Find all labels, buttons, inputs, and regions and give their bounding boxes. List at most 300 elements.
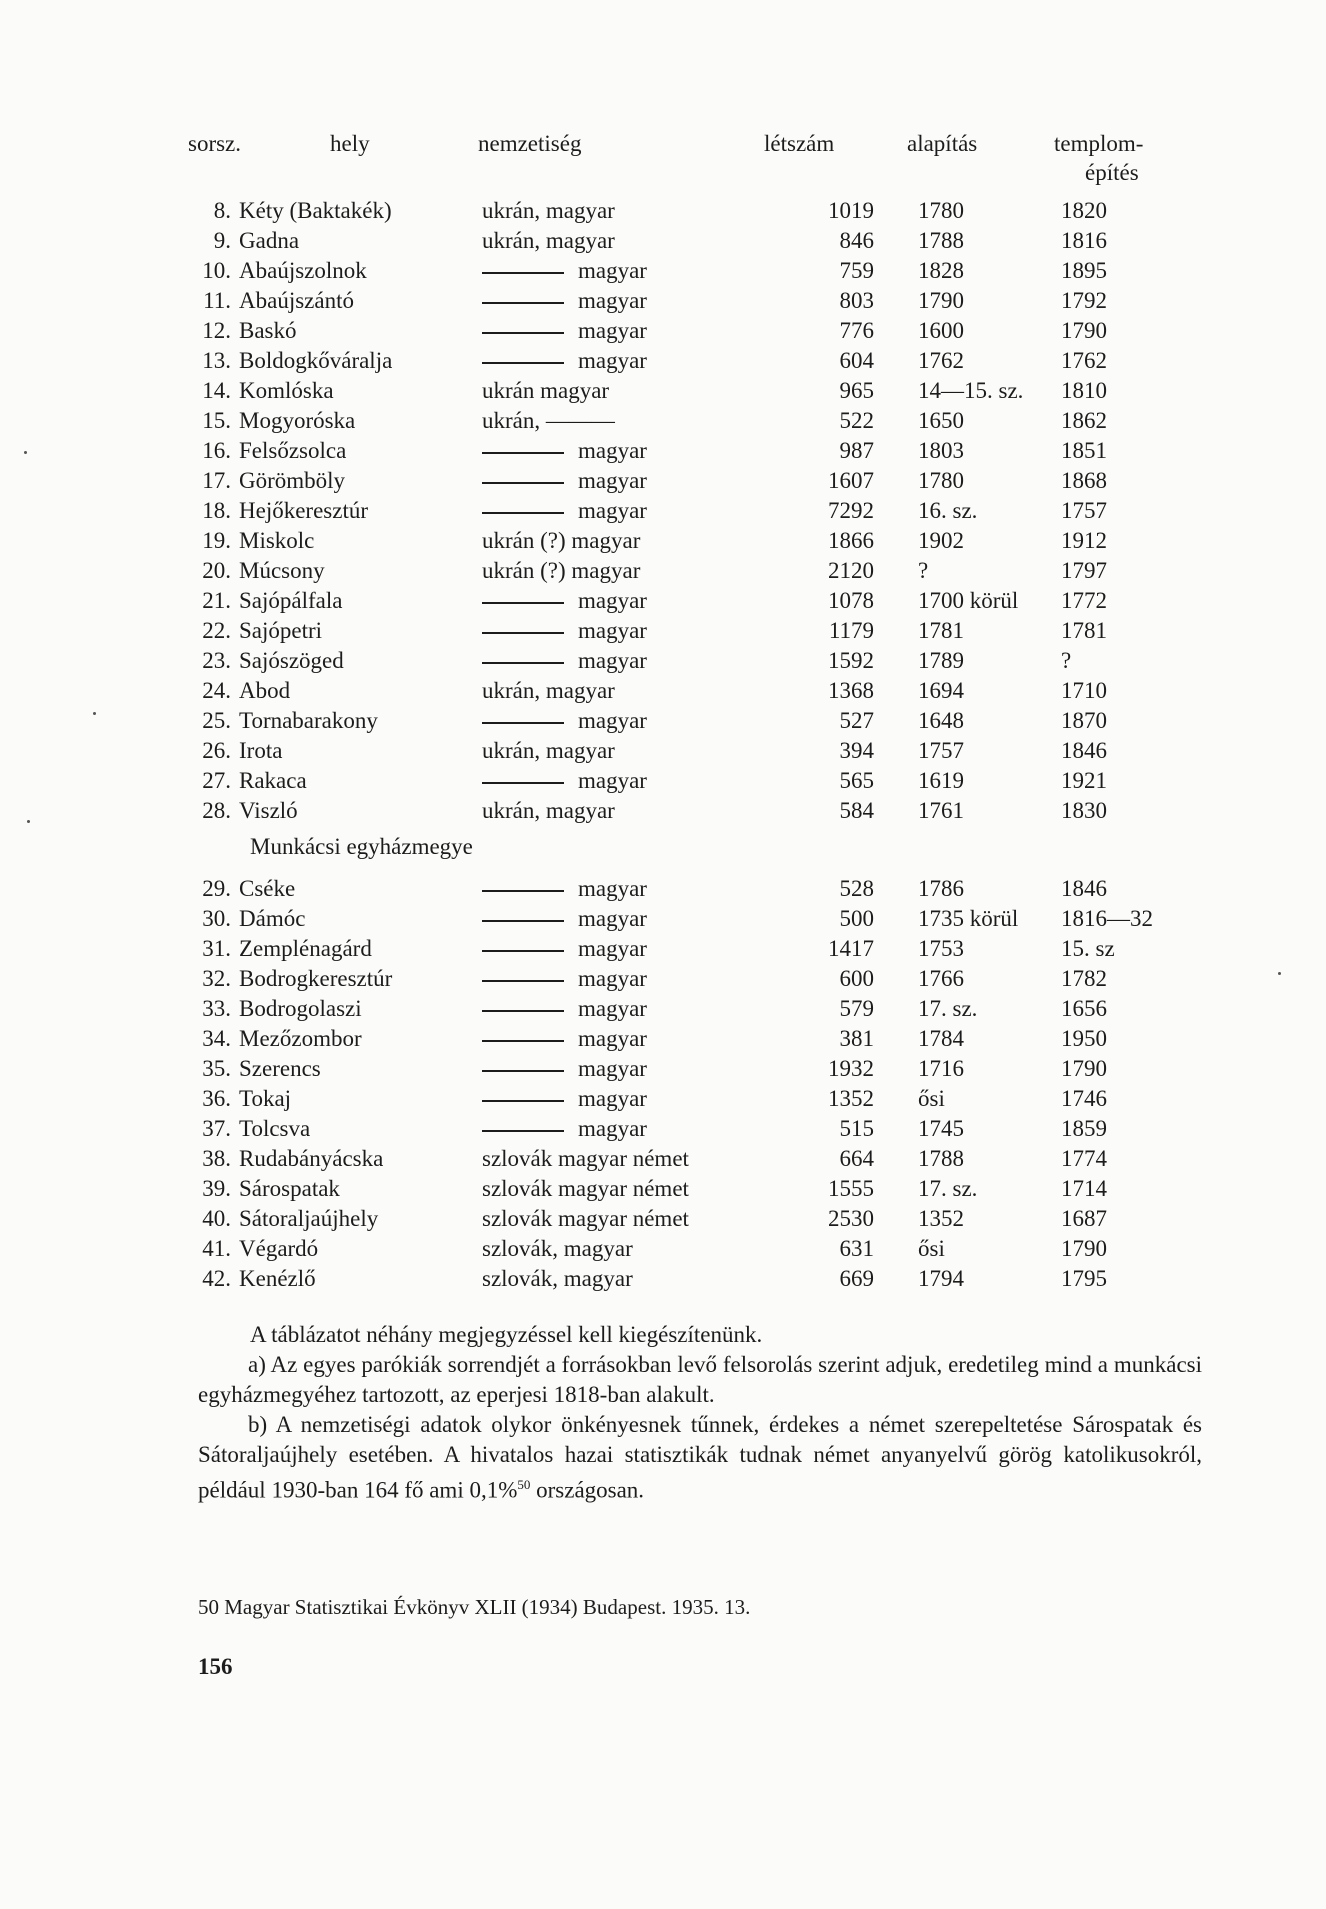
- table-row: [0, 994, 1326, 1024]
- table-row: [0, 1204, 1326, 1234]
- table-row: [0, 706, 1326, 736]
- row-number: 22.: [202, 618, 231, 643]
- place-name: Múcsony: [239, 558, 325, 583]
- member-count: 1179: [828, 618, 874, 643]
- header-letszam: létszám: [764, 131, 835, 156]
- table-row: [0, 346, 1326, 376]
- row-number: 12.: [202, 318, 231, 343]
- row-number: 16.: [202, 438, 231, 463]
- founded-year: ősi: [918, 1086, 945, 1111]
- nationality-text: szlovák magyar német: [482, 1146, 689, 1171]
- member-count: 1368: [828, 678, 874, 703]
- nationality-text: szlovák, magyar: [482, 1266, 633, 1291]
- nationality-text: magyar: [578, 876, 647, 901]
- table-row: [0, 466, 1326, 496]
- row-number: 33.: [202, 996, 231, 1021]
- member-count: 1607: [828, 468, 874, 493]
- dash-mark: [482, 1040, 564, 1042]
- place-name: Abaújszolnok: [239, 258, 367, 283]
- row-number: 20.: [202, 558, 231, 583]
- row-number: 29.: [202, 876, 231, 901]
- founded-year: 1902: [918, 528, 964, 553]
- nationality-cell: [482, 616, 647, 646]
- church-built-year: 1862: [1061, 408, 1107, 433]
- row-number: 23.: [202, 648, 231, 673]
- church-built-year: 1816—32: [1061, 906, 1153, 931]
- place-name: Szerencs: [239, 1056, 321, 1081]
- church-built-year: 1710: [1061, 678, 1107, 703]
- table-row: [0, 934, 1326, 964]
- church-built-year: 1816: [1061, 228, 1107, 253]
- row-number: 26.: [202, 738, 231, 763]
- church-built-year: 1895: [1061, 258, 1107, 283]
- dash-mark: [482, 950, 564, 952]
- dash-mark: [482, 632, 564, 634]
- dash-mark: [482, 602, 564, 604]
- place-name: Hejőkeresztúr: [239, 498, 368, 523]
- row-number: 34.: [202, 1026, 231, 1051]
- place-name: Felsőzsolca: [239, 438, 347, 463]
- member-count: 500: [839, 906, 874, 931]
- dash-mark: [482, 1010, 564, 1012]
- member-count: 7292: [828, 498, 874, 523]
- member-count: 1555: [828, 1176, 874, 1201]
- nationality-text: magyar: [578, 318, 647, 343]
- nationality-cell: [482, 286, 647, 316]
- member-count: 965: [839, 378, 874, 403]
- church-built-year: 1792: [1061, 288, 1107, 313]
- dash-mark: [482, 782, 564, 784]
- dash-mark: [482, 722, 564, 724]
- dash-mark: [482, 890, 564, 892]
- founded-year: 1735 körül: [918, 906, 1019, 931]
- row-number: 36.: [202, 1086, 231, 1111]
- table-row: [0, 1174, 1326, 1204]
- church-built-year: 1870: [1061, 708, 1107, 733]
- nationality-cell: [482, 436, 647, 466]
- member-count: 1417: [828, 936, 874, 961]
- row-number: 32.: [202, 966, 231, 991]
- table-row: [0, 676, 1326, 706]
- founded-year: 1650: [918, 408, 964, 433]
- row-number: 14.: [202, 378, 231, 403]
- church-built-year: 1772: [1061, 588, 1107, 613]
- church-built-year: 1950: [1061, 1026, 1107, 1051]
- section-title: Munkácsi egyházmegye: [250, 834, 473, 859]
- table-row: [0, 1264, 1326, 1294]
- table-row: [0, 496, 1326, 526]
- table-row: [0, 796, 1326, 826]
- church-built-year: 1830: [1061, 798, 1107, 823]
- row-number: 35.: [202, 1056, 231, 1081]
- table-row: [0, 226, 1326, 256]
- row-number: 10.: [202, 258, 231, 283]
- nationality-cell: [482, 874, 647, 904]
- dash-mark: [482, 1130, 564, 1132]
- place-name: Dámóc: [239, 906, 306, 931]
- header-templom: templom-: [1054, 131, 1144, 156]
- place-name: Rudabányácska: [239, 1146, 384, 1171]
- founded-year: 14—15. sz.: [918, 378, 1024, 403]
- church-built-year: 1687: [1061, 1206, 1107, 1231]
- nationality-text: ukrán, magyar: [482, 738, 615, 763]
- row-number: 18.: [202, 498, 231, 523]
- place-name: Zemplénagárd: [239, 936, 372, 961]
- place-name: Baskó: [239, 318, 297, 343]
- nationality-text: magyar: [578, 648, 647, 673]
- place-name: Kéty (Baktakék): [239, 198, 392, 223]
- place-name: Rakaca: [239, 768, 307, 793]
- founded-year: 1648: [918, 708, 964, 733]
- nationality-cell: [482, 1264, 633, 1294]
- table-row: [0, 874, 1326, 904]
- dash-mark: [482, 302, 564, 304]
- member-count: 1866: [828, 528, 874, 553]
- nationality-text: szlovák, magyar: [482, 1236, 633, 1261]
- church-built-year: 1757: [1061, 498, 1107, 523]
- nationality-text: magyar: [578, 966, 647, 991]
- founded-year: 1757: [918, 738, 964, 763]
- member-count: 846: [839, 228, 874, 253]
- church-built-year: 15. sz: [1061, 936, 1115, 961]
- church-built-year: 1868: [1061, 468, 1107, 493]
- nationality-cell: [482, 1054, 647, 1084]
- member-count: 1078: [828, 588, 874, 613]
- member-count: 600: [839, 966, 874, 991]
- church-built-year: 1797: [1061, 558, 1107, 583]
- founded-year: 1753: [918, 936, 964, 961]
- founded-year: 1745: [918, 1116, 964, 1141]
- nationality-cell: [482, 526, 640, 556]
- church-built-year: 1790: [1061, 1056, 1107, 1081]
- founded-year: 1700 körül: [918, 588, 1019, 613]
- place-name: Végardó: [239, 1236, 319, 1261]
- nationality-cell: [482, 406, 615, 436]
- member-count: 631: [839, 1236, 874, 1261]
- nationality-cell: [482, 556, 640, 586]
- note-b: [198, 1410, 1202, 1506]
- founded-year: 1716: [918, 1056, 964, 1081]
- place-name: Sajószöged: [239, 648, 344, 673]
- nationality-cell: [482, 226, 615, 256]
- table-row: [0, 406, 1326, 436]
- nationality-cell: [482, 994, 647, 1024]
- row-number: 15.: [202, 408, 231, 433]
- row-number: 11.: [203, 288, 231, 313]
- nationality-cell: [482, 1234, 633, 1264]
- table-row: [0, 436, 1326, 466]
- dash-mark: [482, 662, 564, 664]
- row-number: 30.: [202, 906, 231, 931]
- place-name: Cséke: [239, 876, 296, 901]
- table-row: [0, 736, 1326, 766]
- paper-speck: [1278, 972, 1281, 975]
- table-row: [0, 1114, 1326, 1144]
- church-built-year: 1774: [1061, 1146, 1107, 1171]
- page-number: 156: [198, 1654, 233, 1679]
- nationality-cell: [482, 466, 647, 496]
- member-count: 776: [839, 318, 874, 343]
- member-count: 669: [839, 1266, 874, 1291]
- church-built-year: 1912: [1061, 528, 1107, 553]
- member-count: 803: [839, 288, 874, 313]
- row-number: 24.: [202, 678, 231, 703]
- nationality-cell: [482, 934, 647, 964]
- founded-year: 1600: [918, 318, 964, 343]
- church-built-year: 1859: [1061, 1116, 1107, 1141]
- table-row: [0, 964, 1326, 994]
- founded-year: 1786: [918, 876, 964, 901]
- nationality-text: magyar: [578, 768, 647, 793]
- nationality-cell: [482, 376, 609, 406]
- church-built-year: ?: [1061, 648, 1072, 673]
- table-row: [0, 286, 1326, 316]
- header-nemzetiseg: nemzetiség: [478, 131, 582, 156]
- church-built-year: 1656: [1061, 996, 1107, 1021]
- nationality-text: szlovák magyar német: [482, 1206, 689, 1231]
- place-name: Sajópetri: [239, 618, 323, 643]
- place-name: Miskolc: [239, 528, 315, 553]
- nationality-text: magyar: [578, 498, 647, 523]
- table-row: [0, 1234, 1326, 1264]
- row-number: 9.: [213, 228, 231, 253]
- table-row: [0, 1084, 1326, 1114]
- nationality-text: magyar: [578, 348, 647, 373]
- church-built-year: 1762: [1061, 348, 1107, 373]
- dash-mark: [482, 920, 564, 922]
- table-row: [0, 904, 1326, 934]
- nationality-text: magyar: [578, 936, 647, 961]
- table-row: [0, 646, 1326, 676]
- founded-year: 1828: [918, 258, 964, 283]
- church-built-year: 1810: [1061, 378, 1107, 403]
- nationality-text: ukrán, magyar: [482, 798, 615, 823]
- nationality-text: magyar: [578, 1116, 647, 1141]
- nationality-cell: [482, 904, 647, 934]
- place-name: Sátoraljaújhely: [239, 1206, 379, 1231]
- table-row: [0, 196, 1326, 226]
- member-count: 2120: [828, 558, 874, 583]
- church-built-year: 1846: [1061, 876, 1107, 901]
- row-number: 19.: [202, 528, 231, 553]
- nationality-cell: [482, 586, 647, 616]
- founded-year: 1781: [918, 618, 964, 643]
- row-number: 27.: [202, 768, 231, 793]
- founded-year: 1761: [918, 798, 964, 823]
- nationality-text: magyar: [578, 618, 647, 643]
- founded-year: 1789: [918, 648, 964, 673]
- nationality-text: ukrán, magyar: [482, 678, 615, 703]
- note-b-text: b) A nemzetiségi adatok olykor önkényesnek tűnnek, érdekes a német szerepeltetése Sárospatak és Sátoraljaújhely esetében. A hivatalos hazai statisztikák tudnak német anyanyelvű görög katolikusokról, például 1930-ban 164 fő ami 0,1%: [198, 1412, 1202, 1503]
- church-built-year: 1820: [1061, 198, 1107, 223]
- place-name: Kenézlő: [239, 1266, 316, 1291]
- church-built-year: 1851: [1061, 438, 1107, 463]
- founded-year: 1619: [918, 768, 964, 793]
- member-count: 2530: [828, 1206, 874, 1231]
- row-number: 41.: [202, 1236, 231, 1261]
- member-count: 394: [839, 738, 874, 763]
- founded-year: 1788: [918, 1146, 964, 1171]
- founded-year: 17. sz.: [918, 996, 978, 1021]
- member-count: 759: [839, 258, 874, 283]
- row-number: 8.: [213, 198, 231, 223]
- notes-intro: A táblázatot néhány megjegyzéssel kell kiegészítenünk.: [250, 1322, 763, 1347]
- table-row: [0, 1054, 1326, 1084]
- table-row: [0, 316, 1326, 346]
- member-count: 528: [839, 876, 874, 901]
- founded-year: 1784: [918, 1026, 964, 1051]
- paper-speck: [24, 451, 27, 454]
- nationality-cell: [482, 796, 615, 826]
- place-name: Sajópálfala: [239, 588, 343, 613]
- nationality-text: magyar: [578, 258, 647, 283]
- row-number: 37.: [202, 1116, 231, 1141]
- nationality-text: magyar: [578, 438, 647, 463]
- nationality-cell: [482, 346, 647, 376]
- nationality-cell: [482, 1174, 689, 1204]
- nationality-cell: [482, 736, 615, 766]
- church-built-year: 1781: [1061, 618, 1107, 643]
- nationality-cell: [482, 646, 647, 676]
- member-count: 584: [839, 798, 874, 823]
- row-number: 21.: [202, 588, 231, 613]
- nationality-text: ukrán, magyar: [482, 228, 615, 253]
- place-name: Mogyoróska: [239, 408, 356, 433]
- row-number: 39.: [202, 1176, 231, 1201]
- church-built-year: 1746: [1061, 1086, 1107, 1111]
- nationality-text: magyar: [578, 588, 647, 613]
- founded-year: 16. sz.: [918, 498, 978, 523]
- nationality-cell: [482, 1204, 689, 1234]
- table-row: [0, 256, 1326, 286]
- member-count: 527: [839, 708, 874, 733]
- nationality-cell: [482, 316, 647, 346]
- church-built-year: 1790: [1061, 318, 1107, 343]
- place-name: Komlóska: [239, 378, 334, 403]
- nationality-text: ukrán, ———: [482, 408, 615, 433]
- nationality-text: magyar: [578, 996, 647, 1021]
- member-count: 522: [839, 408, 874, 433]
- place-name: Bodrogkeresztúr: [239, 966, 393, 991]
- nationality-text: magyar: [578, 468, 647, 493]
- nationality-text: magyar: [578, 1086, 647, 1111]
- nationality-cell: [482, 1144, 689, 1174]
- nationality-text: magyar: [578, 906, 647, 931]
- nationality-cell: [482, 676, 615, 706]
- founded-year: 1762: [918, 348, 964, 373]
- row-number: 17.: [202, 468, 231, 493]
- row-number: 25.: [202, 708, 231, 733]
- member-count: 565: [839, 768, 874, 793]
- church-built-year: 1795: [1061, 1266, 1107, 1291]
- dash-mark: [482, 1100, 564, 1102]
- nationality-cell: [482, 256, 647, 286]
- table-row: [0, 766, 1326, 796]
- church-built-year: 1790: [1061, 1236, 1107, 1261]
- founded-year: 1780: [918, 198, 964, 223]
- table-row: [0, 586, 1326, 616]
- founded-year: 17. sz.: [918, 1176, 978, 1201]
- table-row: [0, 1024, 1326, 1054]
- member-count: 515: [839, 1116, 874, 1141]
- place-name: Viszló: [239, 798, 298, 823]
- dash-mark: [482, 332, 564, 334]
- header-hely: hely: [330, 131, 370, 156]
- church-built-year: 1921: [1061, 768, 1107, 793]
- table-row: [0, 376, 1326, 406]
- founded-year: 1766: [918, 966, 964, 991]
- member-count: 381: [839, 1026, 874, 1051]
- dash-mark: [482, 482, 564, 484]
- footnote-ref: 50: [517, 1477, 531, 1492]
- dash-mark: [482, 512, 564, 514]
- table-row: [0, 1144, 1326, 1174]
- place-name: Boldogkőváralja: [239, 348, 393, 373]
- row-number: 38.: [202, 1146, 231, 1171]
- founded-year: 1790: [918, 288, 964, 313]
- founded-year: 1352: [918, 1206, 964, 1231]
- nationality-text: magyar: [578, 288, 647, 313]
- table-row: [0, 556, 1326, 586]
- nationality-text: szlovák magyar német: [482, 1176, 689, 1201]
- table-row: [0, 616, 1326, 646]
- dash-mark: [482, 980, 564, 982]
- founded-year: 1794: [918, 1266, 964, 1291]
- member-count: 579: [839, 996, 874, 1021]
- place-name: Bodrogolaszi: [239, 996, 362, 1021]
- member-count: 1019: [828, 198, 874, 223]
- place-name: Tornabarakony: [239, 708, 378, 733]
- place-name: Mezőzombor: [239, 1026, 362, 1051]
- place-name: Gadna: [239, 228, 300, 253]
- nationality-text: ukrán (?) magyar: [482, 528, 641, 553]
- row-number: 31.: [202, 936, 231, 961]
- nationality-cell: [482, 766, 647, 796]
- paper-speck: [93, 712, 96, 715]
- nationality-text: ukrán magyar: [482, 378, 610, 403]
- table-row: [0, 526, 1326, 556]
- founded-year: ?: [918, 558, 929, 583]
- member-count: 1932: [828, 1056, 874, 1081]
- founded-year: 1803: [918, 438, 964, 463]
- note-b-end: országosan.: [530, 1477, 645, 1503]
- member-count: 1352: [828, 1086, 874, 1111]
- place-name: Abod: [239, 678, 291, 703]
- church-built-year: 1714: [1061, 1176, 1107, 1201]
- nationality-cell: [482, 1084, 647, 1114]
- member-count: 604: [839, 348, 874, 373]
- nationality-text: ukrán, magyar: [482, 198, 615, 223]
- member-count: 1592: [828, 648, 874, 673]
- place-name: Tolcsva: [239, 1116, 311, 1141]
- place-name: Tokaj: [239, 1086, 292, 1111]
- header-alapitas: alapítás: [907, 131, 978, 156]
- place-name: Abaújszántó: [239, 288, 354, 313]
- row-number: 42.: [202, 1266, 231, 1291]
- member-count: 987: [839, 438, 874, 463]
- dash-mark: [482, 1070, 564, 1072]
- note-a: a) Az egyes parókiák sorrendjét a forrásokban levő felsorolás szerint adjuk, eredetileg mind a munkácsi egyházmegyéhez tartozott, az eperjesi 1818-ban alakult.: [198, 1352, 1202, 1407]
- nationality-text: magyar: [578, 1026, 647, 1051]
- notes-block: [198, 1320, 1202, 1506]
- member-count: 664: [839, 1146, 874, 1171]
- nationality-cell: [482, 964, 647, 994]
- nationality-cell: [482, 1114, 647, 1144]
- church-built-year: 1846: [1061, 738, 1107, 763]
- row-number: 40.: [202, 1206, 231, 1231]
- header-sorsz: sorsz.: [188, 131, 242, 156]
- dash-mark: [482, 272, 564, 274]
